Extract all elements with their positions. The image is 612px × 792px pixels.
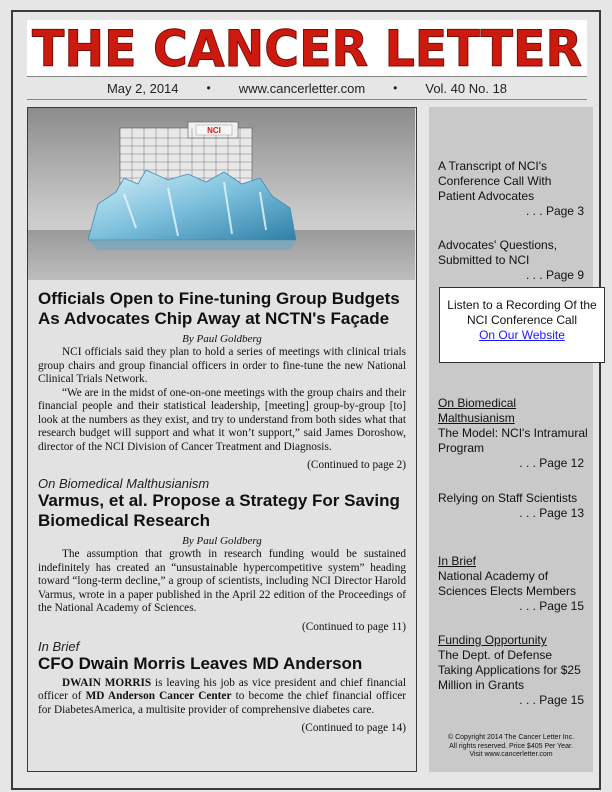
organization-name: MD Anderson Cancer Center bbox=[85, 690, 232, 702]
website-link[interactable]: On Our Website bbox=[479, 328, 565, 342]
toc-section: In Brief bbox=[438, 554, 477, 568]
toc-item[interactable] bbox=[438, 491, 588, 521]
lead-story-continued[interactable]: (Continued to page 2) bbox=[307, 459, 406, 471]
toc-item[interactable] bbox=[438, 396, 588, 471]
recording-callout-box bbox=[439, 287, 605, 363]
second-story-headline[interactable]: Varmus, et al. Propose a Strategy For Saving Biomedical Research bbox=[38, 491, 400, 530]
sidebar bbox=[429, 107, 593, 772]
text-fragment: is leaving his job as vice president and chief financial officer of bbox=[38, 676, 407, 702]
third-story-headline[interactable]: CFO Dwain Morris Leaves MD Anderson bbox=[38, 653, 363, 673]
dateline bbox=[27, 76, 587, 100]
toc-section: Funding Opportunity bbox=[438, 633, 547, 647]
toc-page: . . . Page 9 bbox=[525, 268, 584, 282]
second-story-kicker: On Biomedical Malthusianism bbox=[38, 476, 210, 491]
callout-text: Listen to a Recording Of the NCI Conference Call bbox=[447, 298, 597, 327]
website-url[interactable]: www.cancerletter.com bbox=[238, 80, 366, 96]
masthead-title: THE CANCER LETTER bbox=[32, 20, 582, 76]
copyright-line: Visit www.cancerletter.com bbox=[469, 751, 553, 758]
toc-title: A Transcript of NCI's Conference Call With Patient Advocates bbox=[438, 159, 552, 203]
issue-date: May 2, 2014 bbox=[106, 80, 179, 96]
second-story-byline: By Paul Goldberg bbox=[182, 535, 262, 547]
masthead-logo bbox=[27, 20, 587, 76]
lead-story-byline: By Paul Goldberg bbox=[182, 333, 262, 345]
nci-sign: NCI bbox=[207, 126, 221, 135]
main-column bbox=[27, 107, 417, 772]
text-fragment: to become the chief financial officer for DiabetesAmerica, a multisite provider of comprehensive diabetes care. bbox=[38, 690, 406, 716]
lead-story-para: “We are in the midst of one-on-one meetings with the group chairs and their financial people and their statistical leadership, [meeting] group-by-group [to] look at the numbers as they exist, and try to understand from both sides what that research budget will support and what it won’t support,” said James Doroshow, director of the NCI Division of Cancer Treatment and Diagnosis. bbox=[38, 386, 406, 453]
lead-story-headline[interactable]: Officials Open to Fine-tuning Group Budgets As Advocates Chip Away at NCTN's Façade bbox=[38, 289, 400, 328]
second-story-para: The assumption that growth in research funding would be sustained indefinitely has created an “unsustainable hypercompetitive system” heading toward “long-term decline,” a group of scientists, including NCI Director Harold Varmus, wrote in a paper published in the April 22 edition of the Proceedings of the National Academy of Sciences. bbox=[38, 548, 406, 614]
toc-section: On Biomedical Malthusianism bbox=[438, 396, 517, 425]
person-name: DWAIN MORRIS bbox=[62, 676, 152, 689]
iceberg-building-illustration bbox=[28, 108, 415, 280]
lead-story-para: NCI officials said they plan to hold a series of meetings with clinical trials group chairs and group financial officers in order to fine-tune the new National Clinical Trials Network. bbox=[38, 346, 406, 385]
toc-page: . . . Page 13 bbox=[519, 506, 584, 520]
toc-title: The Model: NCI's Intramural Program bbox=[438, 426, 588, 455]
copyright-line: All rights reserved. Price $405 Per Year. bbox=[449, 742, 573, 750]
third-story-kicker: In Brief bbox=[38, 638, 80, 654]
toc-page: . . . Page 3 bbox=[525, 204, 584, 218]
toc-item[interactable] bbox=[438, 633, 588, 708]
third-story bbox=[28, 640, 416, 735]
toc-item[interactable] bbox=[438, 554, 588, 614]
second-story-continued[interactable]: (Continued to page 11) bbox=[301, 620, 406, 633]
third-story-continued[interactable]: (Continued to page 14) bbox=[301, 722, 406, 734]
volume-number: Vol. 40 No. 18 bbox=[425, 80, 508, 96]
second-story bbox=[28, 477, 416, 633]
third-story-para bbox=[38, 677, 406, 718]
toc-page: . . . Page 15 bbox=[519, 599, 584, 613]
lead-story bbox=[28, 289, 416, 471]
masthead bbox=[27, 20, 587, 76]
separator-dot: • bbox=[206, 81, 211, 95]
newsletter-page bbox=[11, 10, 601, 790]
toc-title: Advocates' Questions, Submitted to NCI bbox=[438, 238, 558, 267]
toc-page: . . . Page 12 bbox=[519, 456, 584, 470]
toc-item[interactable] bbox=[438, 238, 588, 283]
toc-page: . . . Page 15 bbox=[519, 693, 584, 707]
toc-title: Relying on Staff Scientists bbox=[438, 491, 578, 505]
copyright-line: © Copyright 2014 The Cancer Letter Inc. bbox=[447, 734, 575, 741]
copyright-notice bbox=[433, 734, 589, 760]
toc-title: National Academy of Sciences Elects Members bbox=[438, 569, 577, 598]
toc-title: The Dept. of Defense Taking Applications for $25 Million in Grants bbox=[438, 648, 581, 692]
separator-dot: • bbox=[393, 81, 398, 95]
toc-item[interactable] bbox=[438, 159, 588, 219]
